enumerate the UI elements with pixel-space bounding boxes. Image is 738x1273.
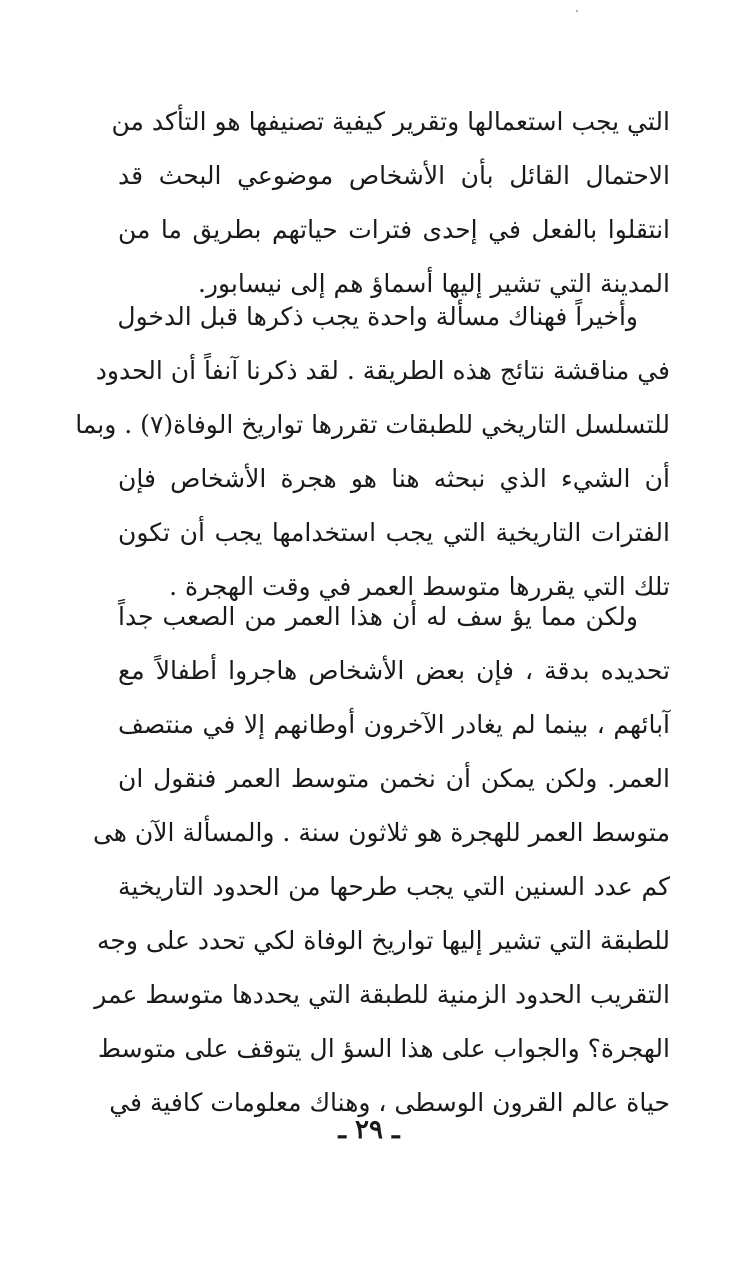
text-line: كم عدد السنين التي يجب طرحها من الحدود التاريخية (118, 872, 670, 901)
text-line: تلك التي يقررها متوسط العمر في وقت الهجرة . (169, 572, 670, 601)
text-line: حياة عالم القرون الوسطى ، وهناك معلومات كافية في (109, 1088, 670, 1117)
text-line: الفترات التاريخية التي يجب استخدامها يجب أن تكون (118, 518, 670, 547)
text-line: العمر. ولكن يمكن أن نخمن متوسط العمر فنقول ان (118, 764, 670, 793)
text-line: وأخيراً فهناك مسألة واحدة يجب ذكرها قبل الدخول (117, 302, 638, 331)
text-line: آبائهم ، بينما لم يغادر الآخرون أوطانهم إلا في منتصف (118, 710, 670, 739)
text-line: الاحتمال القائل بأن الأشخاص موضوعي البحث قد (118, 161, 670, 190)
text-line: للطبقة التي تشير إليها تواريخ الوفاة لكي تحدد على وجه (96, 926, 670, 955)
text-line: أن الشيء الذي نبحثه هنا هو هجرة الأشخاص فإن (118, 464, 670, 493)
text-line: متوسط العمر للهجرة هو ثلاثون سنة . والمسألة الآن هى (92, 818, 670, 847)
text-line: التي يجب استعمالها وتقرير كيفية تصنيفها هو التأكد من (111, 107, 670, 136)
text-line: المدينة التي تشير إليها أسماؤ هم إلى نيسابور. (197, 269, 670, 298)
text-line: تحديده بدقة ، فإن بعض الأشخاص هاجروا أطفالاً مع (118, 656, 670, 685)
text-line: ولكن مما يؤ سف له أن هذا العمر من الصعب جداً (118, 602, 638, 631)
page-number: ـ ٢٩ ـ (338, 1115, 400, 1145)
text-line: للتسلسل التاريخي للطبقات تقررها تواريخ الوفاة(٧) . وبما (75, 410, 670, 439)
text-line: الهجرة؟ والجواب على هذا السؤ ال يتوقف على متوسط (97, 1034, 670, 1063)
paragraph-3 (92, 590, 670, 1130)
paragraph-1 (111, 95, 670, 311)
text-line: انتقلوا بالفعل في إحدى فترات حياتهم بطريق ما من (118, 215, 670, 244)
text-line: التقريب الحدود الزمنية للطبقة التي يحددها متوسط عمر (94, 980, 670, 1009)
text-line: في مناقشة نتائج هذه الطريقة . لقد ذكرنا آنفاً أن الحدود (95, 356, 670, 385)
scan-speck (576, 10, 578, 12)
paragraph-2 (75, 290, 670, 614)
